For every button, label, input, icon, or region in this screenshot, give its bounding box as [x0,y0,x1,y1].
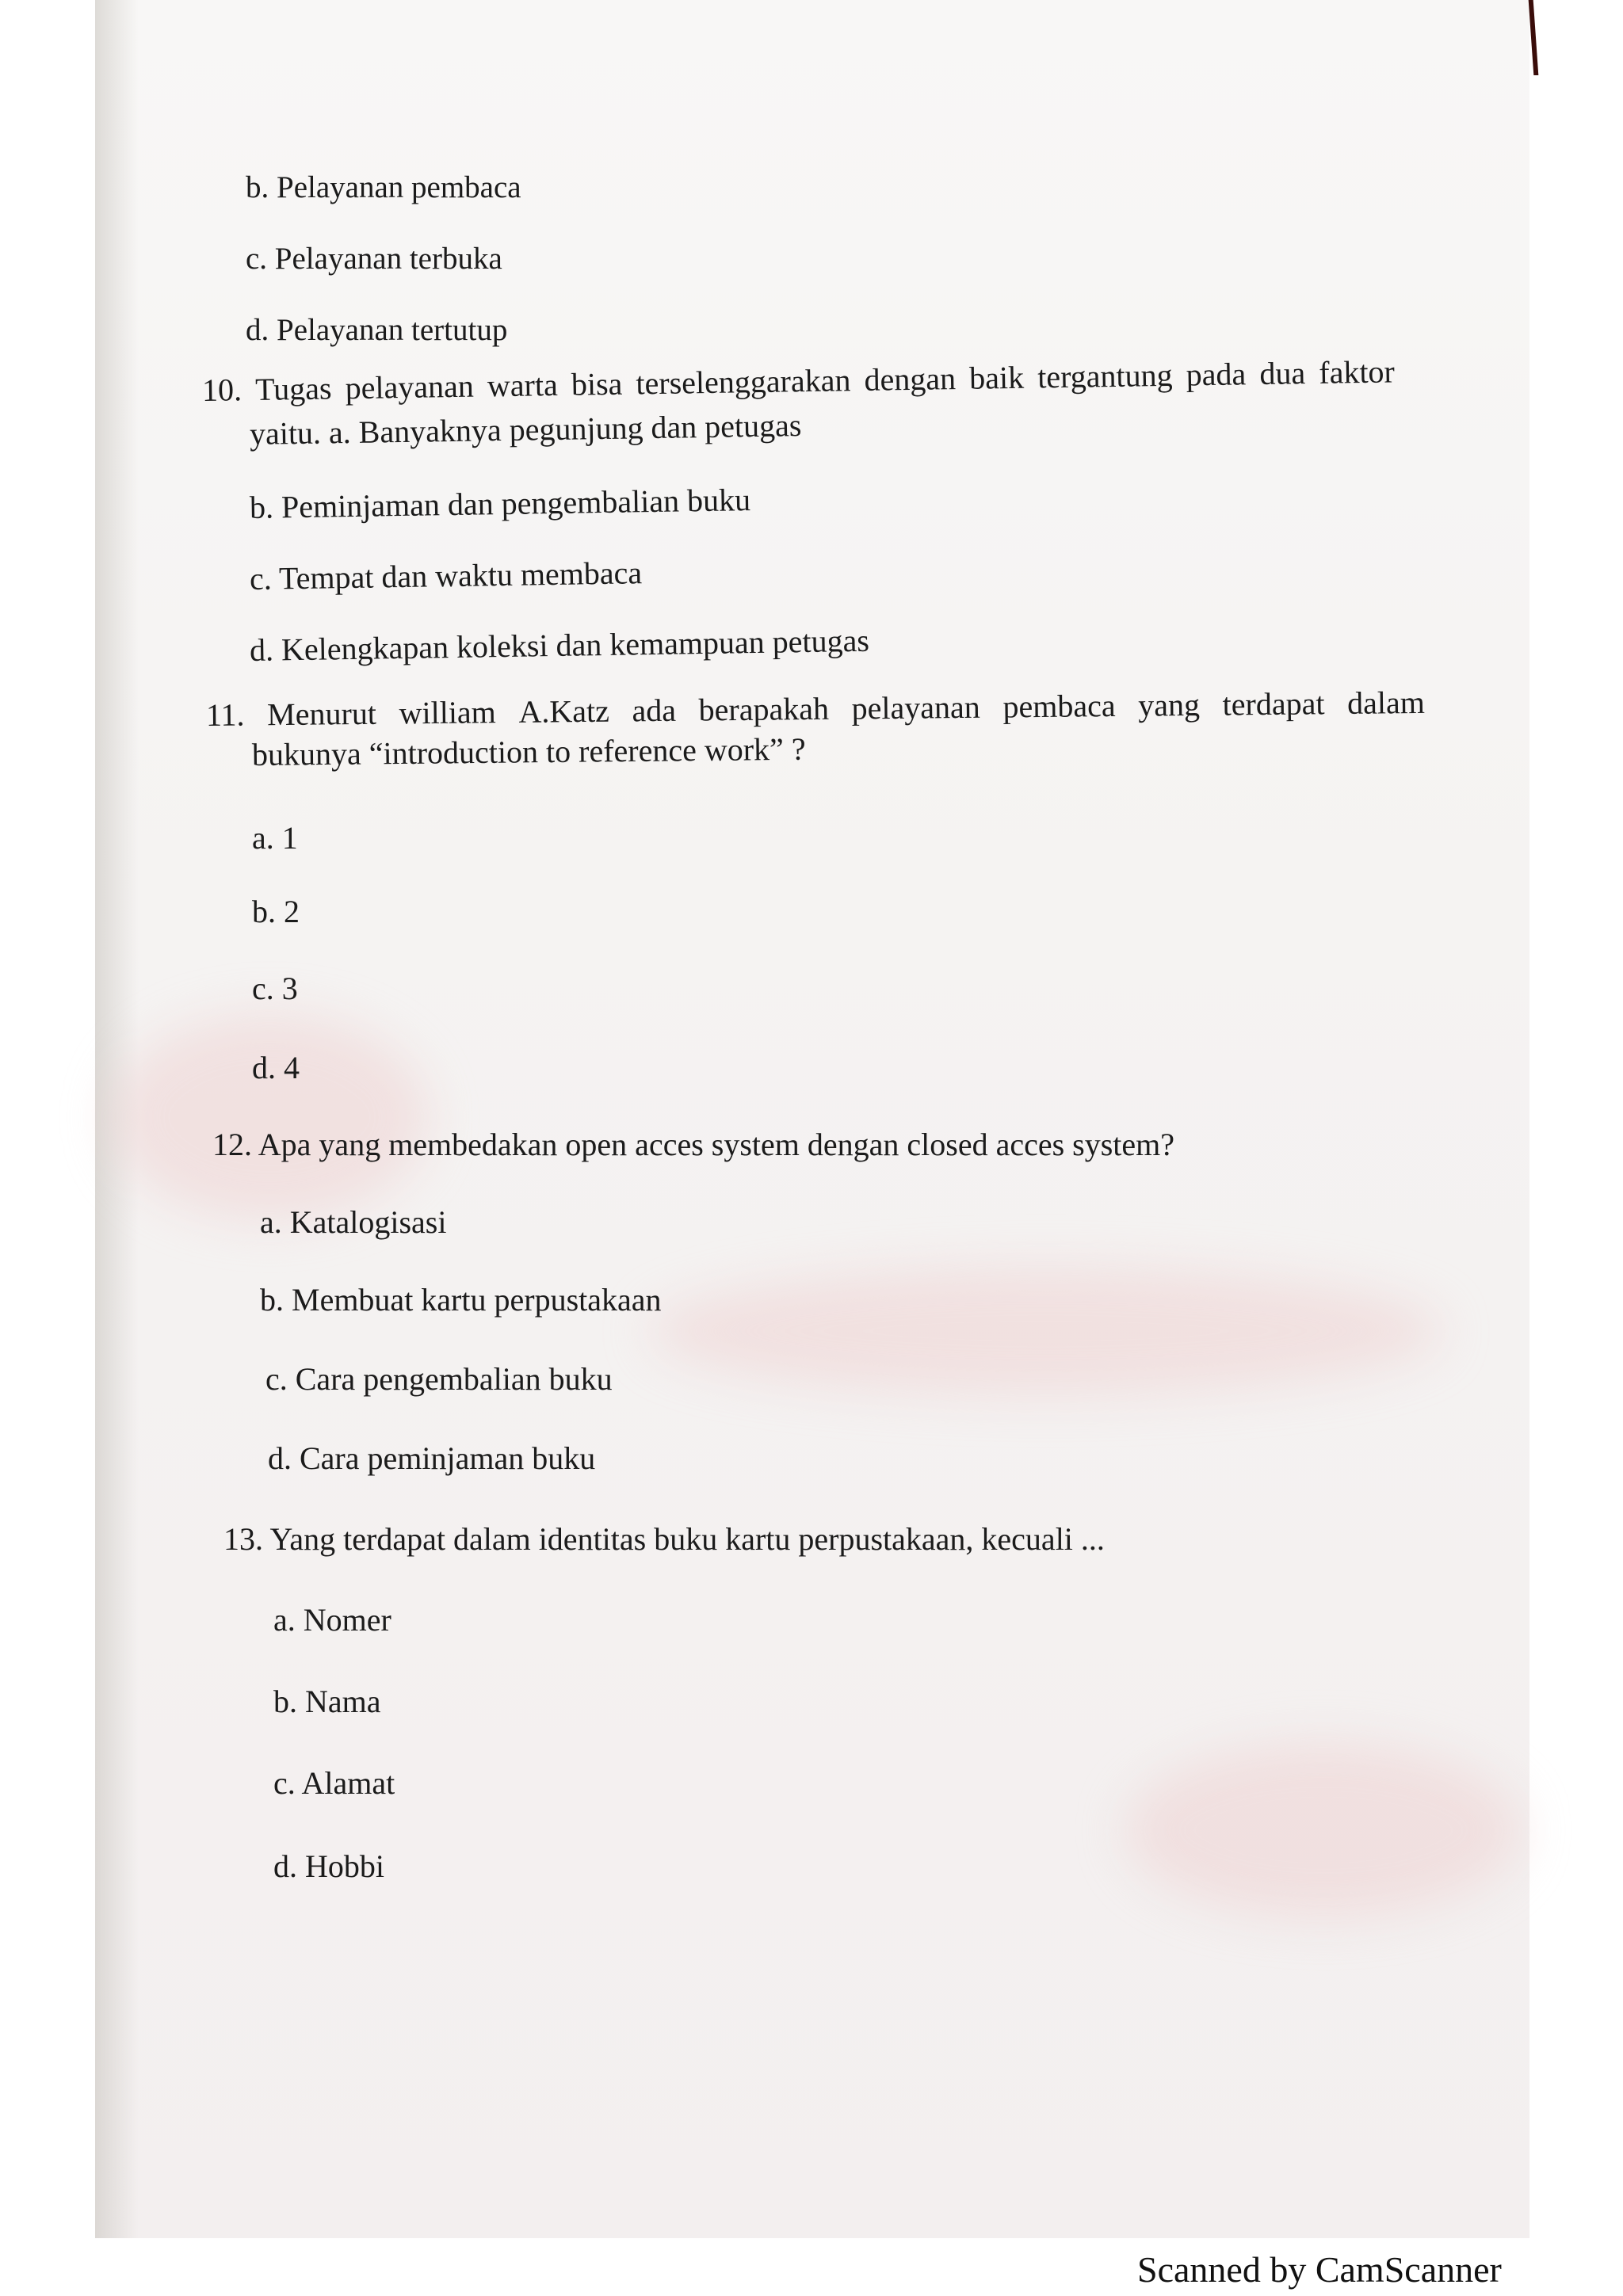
q11-word: terdapat [1222,685,1325,723]
paper-stain [1125,1743,1522,1917]
q13-option-d: d. Hobbi [273,1848,384,1884]
q10-option-b: b. Peminjaman dan pengembalian buku [249,482,751,525]
q10-word: dengan [864,360,957,398]
q11-number: 11. [205,696,245,733]
q11-word: Menurut [266,695,377,733]
q10-word: baik [968,359,1025,396]
q9-option-c: c. Pelayanan terbuka [246,242,502,276]
q11-option-d: d. 4 [252,1050,300,1085]
q11-word: william [399,694,497,731]
q13-option-c: c. Alamat [273,1765,395,1801]
q11-stem-line2: bukunya “introduction to reference work” ? [251,730,806,772]
q10-word: terselenggarakan [636,362,851,402]
camscanner-watermark: Scanned by CamScanner [1137,2249,1502,2290]
q12-option-c: c. Cara pengembalian buku [265,1361,613,1397]
q10-word: bisa [571,365,623,402]
q10-word: faktor [1318,353,1396,391]
q11-option-b: b. 2 [252,894,300,929]
q11-word: dalam [1346,684,1426,721]
q12-option-d: d. Cara peminjaman buku [268,1440,596,1476]
q10-number: 10. [201,372,242,408]
paper-stain [650,1268,1442,1394]
q11-word: A.Katz [518,692,610,730]
q10-word: tergantung [1037,357,1173,395]
q13-stem: 13. Yang terdapat dalam identitas buku kartu perpustakaan, kecuali ... [223,1521,1105,1557]
q9-option-d: d. Pelayanan tertutup [246,313,508,347]
q10-word: dua [1259,355,1306,392]
paper-stain [111,1014,428,1220]
q12-option-a: a. Katalogisasi [260,1204,447,1240]
q13-option-b: b. Nama [273,1684,381,1719]
q11-word: berapakah [698,690,830,728]
q9-option-b: b. Pelayanan pembaca [246,170,521,204]
q10-option-c: c. Tempat dan waktu membaca [249,555,643,597]
q10-option-d: d. Kelengkapan koleksi dan kemampuan petugas [249,622,870,668]
corner-mark [1529,0,1539,75]
q13-option-a: a. Nomer [273,1602,391,1638]
q10-word: Tugas [254,370,332,407]
q10-word: pelayanan [345,368,475,406]
q12-option-b: b. Membuat kartu perpustakaan [260,1282,662,1318]
q10-word: pada [1186,356,1247,393]
q12-stem: 12. Apa yang membedakan open acces system dengan closed acces system? [212,1127,1175,1162]
q10-word: warta [487,366,559,404]
q11-word: pembaca [1002,687,1116,725]
q11-word: pelayanan [851,688,981,727]
q11-word: ada [632,692,677,729]
q11-option-a: a. 1 [252,820,298,856]
q10-stem-line2: yaitu. a. Banyaknya pegunjung dan petugas [249,407,802,452]
q11-word: yang [1137,686,1201,723]
q11-option-c: c. 3 [252,971,298,1006]
